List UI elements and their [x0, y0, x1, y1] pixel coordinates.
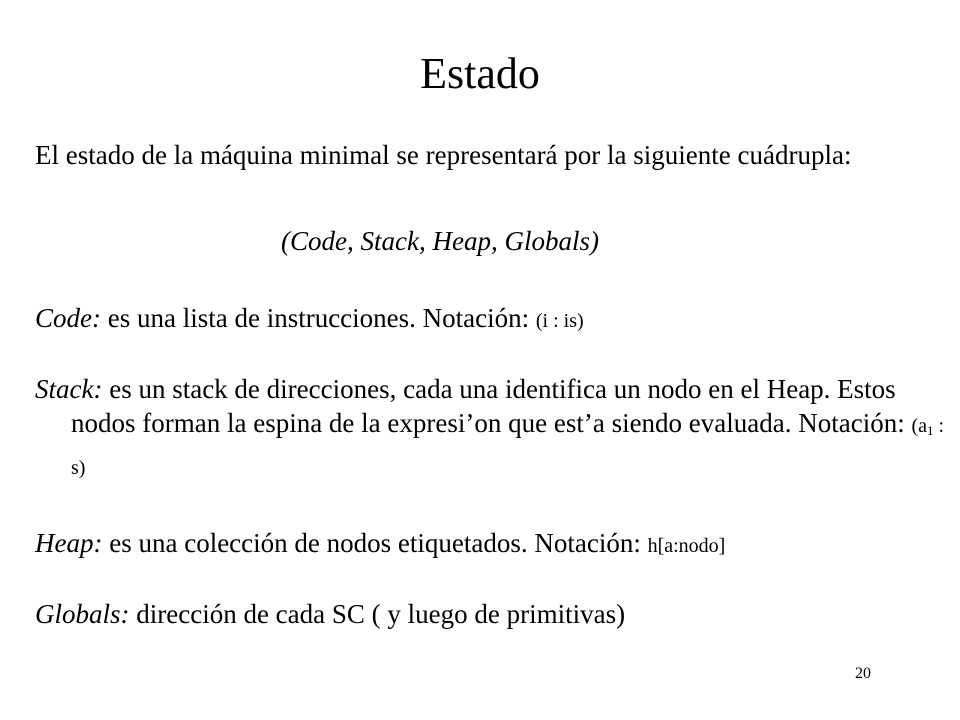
stack-notation-pre: (a [911, 415, 928, 437]
code-notation: (i : is) [535, 310, 584, 332]
heap-term: Heap: [35, 528, 103, 558]
state-tuple: (Code, Stack, Heap, Globals) [281, 226, 599, 256]
code-term: Code: [35, 303, 101, 333]
code-definition [35, 301, 951, 338]
intro-paragraph [35, 138, 951, 172]
stack-notation-post: : s) [71, 415, 945, 479]
stack-text: es un stack de direcciones, cada una identifica un nodo en el Heap. Estos nodos forman la espina de la expresi’on que est’a siendo evaluada. Notación: [71, 374, 912, 438]
globals-definition [35, 597, 951, 631]
page-number: 20 [855, 665, 871, 682]
intro-text: El estado de la máquina minimal se representará por la siguiente cuádrupla: [35, 140, 852, 170]
heap-text: es una colección de nodos etiquetados. Notación: [102, 528, 648, 558]
stack-notation-subscript: 1 [927, 423, 934, 438]
heap-definition [35, 526, 951, 563]
stack-definition [35, 372, 951, 485]
slide-title: Estado [420, 49, 540, 98]
heap-notation: h[a:nodo] [647, 535, 726, 557]
globals-term: Globals: [35, 599, 130, 629]
code-text: es una lista de instrucciones. Notación: [100, 303, 536, 333]
globals-text: dirección de cada SC ( y luego de primitivas) [129, 599, 626, 629]
stack-term: Stack: [35, 374, 103, 404]
